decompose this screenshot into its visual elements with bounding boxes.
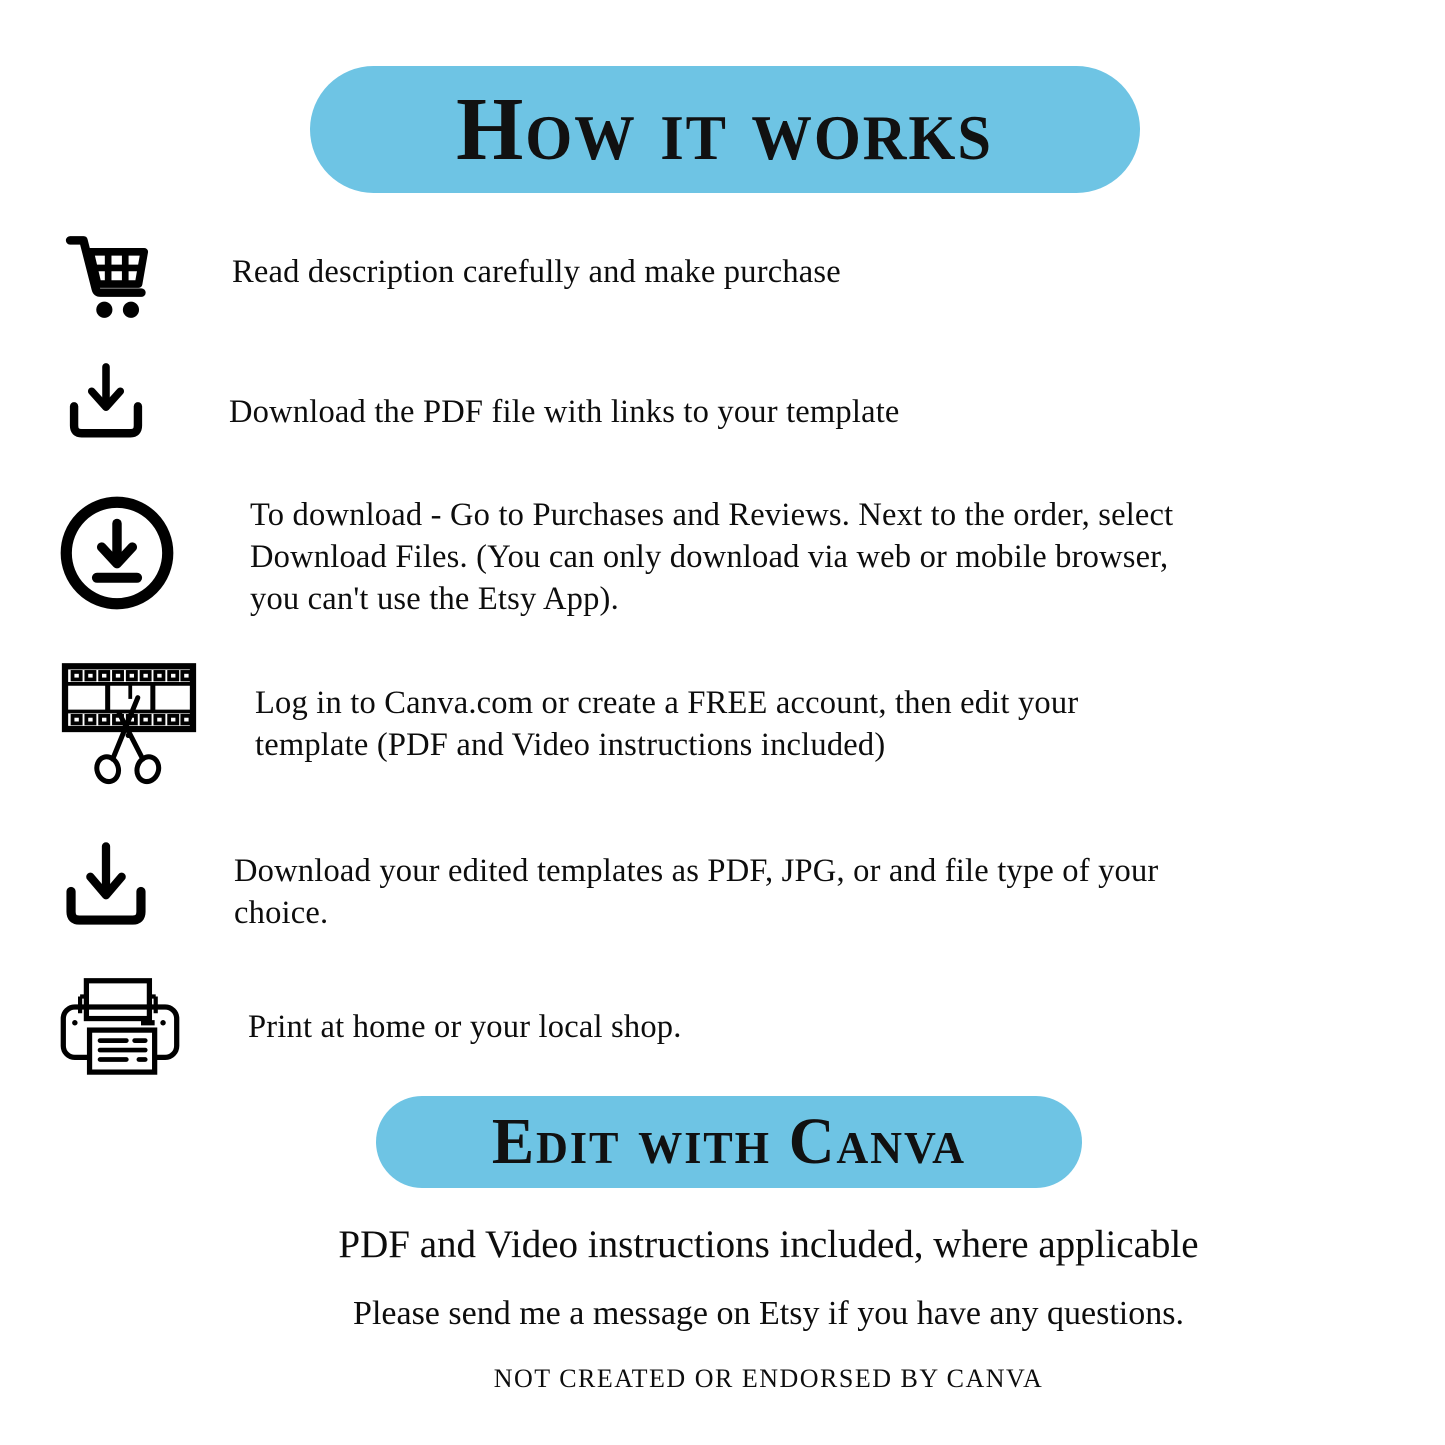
edit-with-canva-title: Edit with Canva — [491, 1105, 967, 1178]
step-text-line: you can't use the Etsy App). — [250, 581, 619, 617]
step-text-line: Download your edited templates as PDF, JPG, or and file type of your — [234, 853, 1159, 889]
step-text — [229, 391, 900, 433]
step-text-line: Log in to Canva.com or create a FREE account, then edit your — [255, 685, 1079, 721]
printer-icon — [57, 975, 183, 1081]
download-tray-icon — [64, 359, 148, 447]
footer-instructions-note: PDF and Video instructions included, where applicable — [338, 1223, 1199, 1266]
step-text — [232, 251, 841, 293]
step-text-line: Download the PDF file with links to your template — [229, 394, 900, 430]
step-text — [248, 1006, 682, 1048]
step-text-line: To download - Go to Purchases and Reviews. Next to the order, select — [250, 497, 1174, 533]
film-scissors-icon — [60, 659, 198, 789]
step-text-line: template (PDF and Video instructions included) — [255, 727, 886, 763]
step-text-line: choice. — [234, 895, 329, 931]
download-circle-icon — [58, 494, 176, 612]
edit-with-canva-banner — [376, 1096, 1082, 1188]
how-it-works-title: How it works — [456, 79, 994, 179]
step-text-line: Read description carefully and make purchase — [232, 254, 841, 290]
step-text-line: Download Files. (You can only download via web or mobile browser, — [250, 539, 1169, 575]
step-text — [234, 850, 1158, 934]
step-text — [255, 682, 1078, 766]
step-text — [250, 494, 1173, 620]
how-it-works-banner — [310, 66, 1140, 193]
shopping-cart-icon — [62, 229, 160, 324]
download-tray-icon — [60, 831, 152, 941]
footer-contact-note: Please send me a message on Etsy if you have any questions. — [353, 1295, 1184, 1332]
step-text-line: Print at home or your local shop. — [248, 1009, 682, 1045]
footer-disclaimer: NOT CREATED OR ENDORSED BY CANVA — [493, 1364, 1044, 1393]
